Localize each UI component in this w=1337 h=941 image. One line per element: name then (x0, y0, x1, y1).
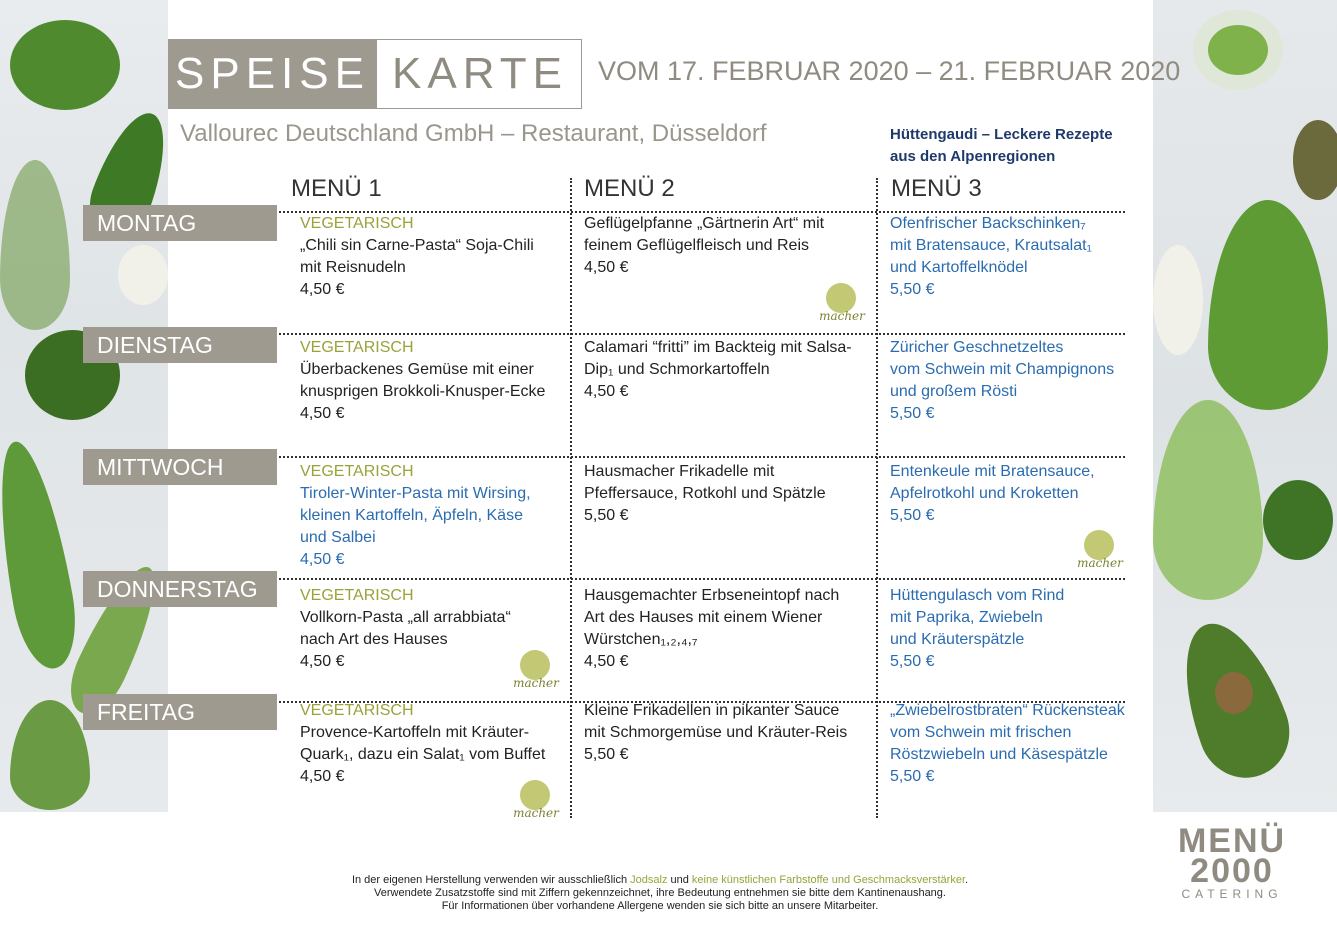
beans-icon (0, 437, 85, 674)
menu-cell-tuesday-3 (890, 337, 1114, 425)
menu-cell-thursday-2 (584, 585, 839, 673)
title-speise: SPEISE (168, 39, 377, 109)
price: 5,50 € (890, 653, 935, 670)
footer-text: . (965, 874, 969, 886)
row-divider (250, 333, 1125, 335)
dish-description: Entenkeule mit Bratensauce, Apfelrotkohl und Kroketten (890, 463, 1095, 502)
vegetarian-tag: VEGETARISCH (300, 702, 414, 719)
price: 4,50 € (300, 653, 345, 670)
handmade-badge-icon (816, 283, 868, 329)
logo-line-2: 2000 (1190, 852, 1274, 890)
footer-highlight: keine künstlichen Farbstoffe und Geschmacksverstärker (691, 874, 965, 886)
footer-line-3: Für Informationen über vorhandene Allergene wenden sie sich bitte an unsere Mitarbeiter. (441, 900, 879, 912)
footer-text: und (667, 874, 692, 886)
badge-label: macher (1077, 556, 1123, 570)
kiwi-icon (1293, 120, 1337, 200)
menu-cell-wednesday-2 (584, 461, 826, 527)
dish-description: Tiroler-Winter-Pasta mit Wirsing, kleinen Kartoffeln, Äpfeln, Käse und Salbei (300, 485, 531, 546)
price: 4,50 € (300, 405, 345, 422)
footer-line-2: Verwendete Zusatzstoffe sind mit Ziffern gekennzeichnet, ihre Bedeutung entnehmen sie bitte dem Kantinenaushang. (374, 887, 946, 899)
day-label-tuesday: DIENSTAG (83, 327, 277, 363)
handmade-badge-icon (1074, 530, 1126, 576)
theme-title: Hüttengaudi – Leckere Rezepte aus den Alpenregionen (890, 126, 1113, 165)
broccoli-icon (1263, 480, 1333, 560)
badge-label: macher (513, 806, 559, 820)
company-name: Vallourec Deutschland GmbH – Restaurant, Düsseldorf (180, 120, 767, 147)
menu-cell-tuesday-2 (584, 337, 852, 403)
menu-cell-monday-2 (584, 213, 824, 279)
logo-line-1: MENÜ (1177, 822, 1287, 860)
footer-text: In der eigenen Herstellung verwenden wir ausschließlich (351, 874, 631, 886)
vegetable-photo-left (0, 0, 168, 812)
price: 4,50 € (300, 281, 345, 298)
column-header-menu-1: MENÜ 1 (291, 175, 382, 202)
row-divider (250, 578, 1125, 580)
vegetarian-tag: VEGETARISCH (300, 215, 414, 232)
price: 4,50 € (584, 383, 629, 400)
bowl-icon (118, 245, 168, 305)
price: 5,50 € (890, 281, 935, 298)
day-label-monday: MONTAG (83, 205, 277, 241)
price: 4,50 € (584, 259, 629, 276)
dish-description: Kleine Frikadellen in pikanter Sauce mit Schmorgemüse und Kräuter-Reis (584, 702, 848, 741)
vegetarian-tag: VEGETARISCH (300, 587, 414, 604)
menu-cell-friday-3 (890, 700, 1125, 788)
dish-description: „Chili sin Carne-Pasta“ Soja-Chili mit Reisnudeln (300, 237, 534, 276)
menu-cell-friday-2 (584, 700, 847, 766)
leek-icon (10, 700, 90, 810)
peas-icon (1208, 25, 1268, 75)
price: 4,50 € (584, 653, 629, 670)
pepper-icon (10, 20, 120, 110)
day-label-wednesday: MITTWOCH (83, 449, 277, 485)
column-header-menu-2: MENÜ 2 (584, 175, 675, 202)
badge-label: macher (819, 309, 865, 323)
price: 5,50 € (890, 507, 935, 524)
menu-cell-thursday-1 (300, 585, 511, 673)
dish-description: Überbackenes Gemüse mit einer knusprigen Brokkoli-Knusper-Ecke (300, 361, 546, 400)
day-label-friday: FREITAG (83, 694, 277, 730)
price: 5,50 € (584, 746, 629, 763)
bowl-icon (1153, 245, 1203, 355)
dish-description: Geflügelpfanne „Gärtnerin Art“ mit feinem Geflügelfleisch und Reis (584, 215, 825, 254)
lettuce-icon (1208, 200, 1328, 410)
title-karte: KARTE (392, 49, 568, 98)
menu-cell-thursday-3 (890, 585, 1064, 673)
herb-icon (0, 160, 70, 330)
dish-description: „Zwiebelrostbraten“ Rückensteak vom Schwein mit frischen Röstzwiebeln und Käsespätzle (890, 702, 1125, 763)
day-label-thursday: DONNERSTAG (83, 571, 277, 607)
logo-line-3: CATERING (1181, 887, 1283, 901)
footer-line-1 (270, 874, 1050, 887)
dish-description: Ofenfrischer Backschinken₇ mit Bratensauce, Krautsalat₁ und Kartoffelknödel (890, 215, 1092, 276)
dish-description: Hüttengulasch vom Rind mit Paprika, Zwiebeln und Kräuterspätzle (890, 587, 1065, 648)
dish-description: Züricher Geschnetzeltes vom Schwein mit Champignons und großem Rösti (890, 339, 1115, 400)
dish-description: Provence-Kartoffeln mit Kräuter- Quark₁, dazu ein Salat₁ vom Buffet (300, 724, 546, 763)
dish-description: Hausmacher Frikadelle mit Pfeffersauce, Rotkohl und Spätzle (584, 463, 826, 502)
price: 5,50 € (890, 405, 935, 422)
vegetable-photo-right (1153, 0, 1337, 812)
price: 4,50 € (300, 768, 345, 785)
date-range: VOM 17. FEBRUAR 2020 – 21. FEBRUAR 2020 (598, 56, 1181, 86)
avocado-seed-icon (1215, 672, 1253, 714)
vegetarian-tag: VEGETARISCH (300, 339, 414, 356)
dish-description: Vollkorn-Pasta „all arrabbiata“ nach Art des Hauses (300, 609, 511, 648)
column-header-menu-3: MENÜ 3 (891, 175, 982, 202)
cabbage-icon (1153, 400, 1263, 600)
price: 4,50 € (300, 551, 345, 568)
handmade-badge-icon (510, 650, 562, 696)
dish-description: Hausgemachter Erbseneintopf nach Art des Hauses mit einem Wiener Würstchen₁,₂,₄,₇ (584, 587, 840, 648)
menu-cell-wednesday-1 (300, 461, 531, 571)
footer-highlight: Jodsalz (630, 874, 668, 886)
column-divider (876, 178, 878, 818)
price: 5,50 € (890, 768, 935, 785)
price: 5,50 € (584, 507, 629, 524)
handmade-badge-icon (510, 780, 562, 826)
badge-label: macher (513, 676, 559, 690)
menu-cell-monday-1 (300, 213, 534, 301)
dish-description: Calamari “fritti” im Backteig mit Salsa- Dip₁ und Schmorkartoffeln (584, 339, 852, 378)
column-divider (570, 178, 572, 818)
menu-cell-wednesday-3 (890, 461, 1095, 527)
menu-cell-friday-1 (300, 700, 545, 788)
vegetarian-tag: VEGETARISCH (300, 463, 414, 480)
row-divider (250, 456, 1125, 458)
menu-cell-tuesday-1 (300, 337, 545, 425)
footer-notes (270, 874, 1050, 913)
menu-cell-monday-3 (890, 213, 1092, 301)
menu2000-logo (1162, 822, 1302, 902)
